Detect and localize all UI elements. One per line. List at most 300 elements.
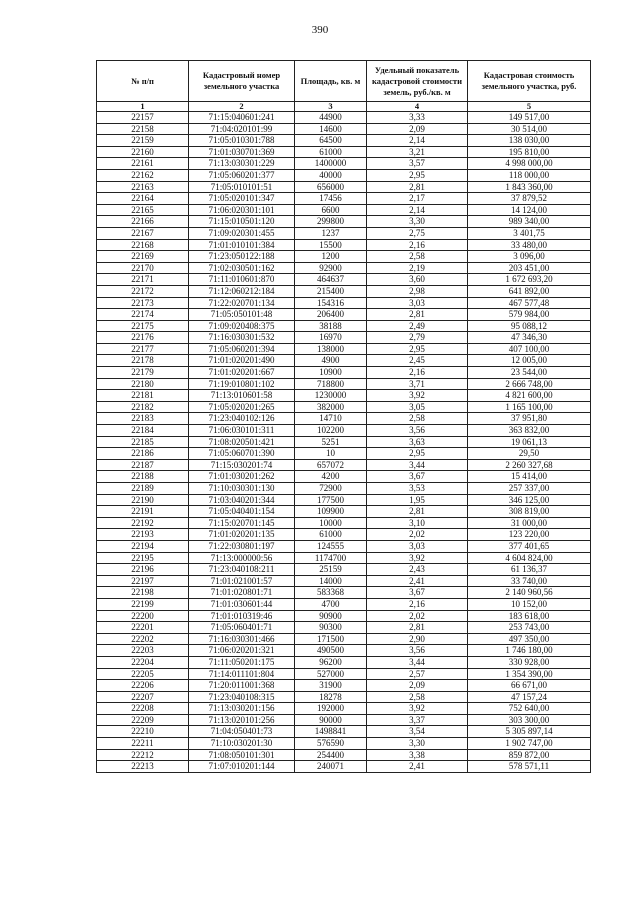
row-number-cell: 22197 bbox=[97, 575, 189, 587]
specific-value-cell: 2,19 bbox=[367, 262, 468, 274]
table-row bbox=[97, 343, 591, 355]
specific-value-cell: 3,10 bbox=[367, 517, 468, 529]
table-row bbox=[97, 297, 591, 309]
specific-value-cell: 3,67 bbox=[367, 587, 468, 599]
row-number-cell: 22172 bbox=[97, 285, 189, 297]
cadastral-value-cell: 12 005,00 bbox=[468, 355, 591, 367]
row-number-cell: 22207 bbox=[97, 691, 189, 703]
table-row bbox=[97, 483, 591, 495]
table-row bbox=[97, 262, 591, 274]
cadastral-number-cell: 71:01:020201:135 bbox=[189, 529, 295, 541]
cadastral-value-cell: 579 984,00 bbox=[468, 309, 591, 321]
area-cell: 4700 bbox=[295, 598, 367, 610]
cadastral-number-cell: 71:02:030501:162 bbox=[189, 262, 295, 274]
table-row bbox=[97, 135, 591, 147]
specific-value-cell: 3,56 bbox=[367, 425, 468, 437]
cadastral-number-cell: 71:09:020408:375 bbox=[189, 320, 295, 332]
cadastral-value-cell: 118 000,00 bbox=[468, 169, 591, 181]
area-cell: 6600 bbox=[295, 204, 367, 216]
area-cell: 382000 bbox=[295, 401, 367, 413]
area-cell: 1237 bbox=[295, 227, 367, 239]
row-number-cell: 22181 bbox=[97, 390, 189, 402]
cadastral-value-cell: 4 821 600,00 bbox=[468, 390, 591, 402]
table-row bbox=[97, 738, 591, 750]
row-number-cell: 22203 bbox=[97, 645, 189, 657]
cadastral-number-cell: 71:08:050101:301 bbox=[189, 749, 295, 761]
page-number: 390 bbox=[311, 24, 329, 36]
cadastral-value-cell: 407 100,00 bbox=[468, 343, 591, 355]
specific-value-cell: 3,67 bbox=[367, 471, 468, 483]
specific-value-cell: 3,44 bbox=[367, 459, 468, 471]
header-cadastral-value: Кадастровая стоимость земельного участка, руб. bbox=[468, 61, 591, 102]
specific-value-cell: 3,71 bbox=[367, 378, 468, 390]
area-cell: 657072 bbox=[295, 459, 367, 471]
cadastral-number-cell: 71:13:000000:56 bbox=[189, 552, 295, 564]
cadastral-number-cell: 71:05:020101:347 bbox=[189, 193, 295, 205]
table-row bbox=[97, 622, 591, 634]
area-cell: 5251 bbox=[295, 436, 367, 448]
area-cell: 18278 bbox=[295, 691, 367, 703]
row-number-cell: 22198 bbox=[97, 587, 189, 599]
cadastral-value-cell: 66 671,00 bbox=[468, 680, 591, 692]
row-number-cell: 22211 bbox=[97, 738, 189, 750]
cadastral-value-cell: 346 125,00 bbox=[468, 494, 591, 506]
table-row bbox=[97, 332, 591, 344]
area-cell: 299800 bbox=[295, 216, 367, 228]
area-cell: 90000 bbox=[295, 714, 367, 726]
cadastral-number-cell: 71:16:030301:466 bbox=[189, 633, 295, 645]
cadastral-value-cell: 33 740,00 bbox=[468, 575, 591, 587]
row-number-cell: 22160 bbox=[97, 146, 189, 158]
area-cell: 464637 bbox=[295, 274, 367, 286]
cadastral-number-cell: 71:13:020101:256 bbox=[189, 714, 295, 726]
cadastral-number-cell: 71:01:020201:490 bbox=[189, 355, 295, 367]
cadastral-value-cell: 2 140 960,56 bbox=[468, 587, 591, 599]
row-number-cell: 22196 bbox=[97, 564, 189, 576]
table-row bbox=[97, 239, 591, 251]
specific-value-cell: 2,41 bbox=[367, 575, 468, 587]
table-row bbox=[97, 517, 591, 529]
row-number-cell: 22199 bbox=[97, 598, 189, 610]
row-number-cell: 22193 bbox=[97, 529, 189, 541]
cadastral-value-cell: 467 577,48 bbox=[468, 297, 591, 309]
table-row bbox=[97, 575, 591, 587]
specific-value-cell: 3,56 bbox=[367, 645, 468, 657]
row-number-cell: 22209 bbox=[97, 714, 189, 726]
row-number-cell: 22208 bbox=[97, 703, 189, 715]
cadastral-value-cell: 203 451,00 bbox=[468, 262, 591, 274]
table-row bbox=[97, 216, 591, 228]
area-cell: 15500 bbox=[295, 239, 367, 251]
cadastral-value-cell: 4 998 000,00 bbox=[468, 158, 591, 170]
cadastral-value-cell: 330 928,00 bbox=[468, 656, 591, 668]
cadastral-number-cell: 71:04:020101:99 bbox=[189, 123, 295, 135]
cadastral-value-cell: 33 480,00 bbox=[468, 239, 591, 251]
cadastral-number-cell: 71:05:010301:788 bbox=[189, 135, 295, 147]
cadastral-number-cell: 71:11:010601:870 bbox=[189, 274, 295, 286]
row-number-cell: 22178 bbox=[97, 355, 189, 367]
cadastral-value-cell: 363 832,00 bbox=[468, 425, 591, 437]
specific-value-cell: 2,79 bbox=[367, 332, 468, 344]
table-row bbox=[97, 227, 591, 239]
area-cell: 109900 bbox=[295, 506, 367, 518]
specific-value-cell: 2,98 bbox=[367, 285, 468, 297]
cadastral-number-cell: 71:01:010101:384 bbox=[189, 239, 295, 251]
specific-value-cell: 3,60 bbox=[367, 274, 468, 286]
cadastral-number-cell: 71:01:010319:46 bbox=[189, 610, 295, 622]
row-number-cell: 22187 bbox=[97, 459, 189, 471]
specific-value-cell: 2,81 bbox=[367, 622, 468, 634]
cadastral-number-cell: 71:01:030201:262 bbox=[189, 471, 295, 483]
row-number-cell: 22192 bbox=[97, 517, 189, 529]
cadastral-value-cell: 578 571,11 bbox=[468, 761, 591, 773]
cadastral-number-cell: 71:13:010601:58 bbox=[189, 390, 295, 402]
cadastral-value-cell: 23 544,00 bbox=[468, 367, 591, 379]
specific-value-cell: 3,44 bbox=[367, 656, 468, 668]
area-cell: 90900 bbox=[295, 610, 367, 622]
row-number-cell: 22191 bbox=[97, 506, 189, 518]
row-number-cell: 22205 bbox=[97, 668, 189, 680]
table-row bbox=[97, 274, 591, 286]
cadastral-value-cell: 752 640,00 bbox=[468, 703, 591, 715]
area-cell: 177500 bbox=[295, 494, 367, 506]
row-number-cell: 22175 bbox=[97, 320, 189, 332]
area-cell: 14600 bbox=[295, 123, 367, 135]
area-cell: 10000 bbox=[295, 517, 367, 529]
cadastral-value-table bbox=[96, 60, 591, 773]
row-number-cell: 22163 bbox=[97, 181, 189, 193]
row-number-cell: 22165 bbox=[97, 204, 189, 216]
cadastral-number-cell: 71:01:030701:369 bbox=[189, 146, 295, 158]
table-row bbox=[97, 645, 591, 657]
table-row bbox=[97, 668, 591, 680]
cadastral-value-cell: 5 305 897,14 bbox=[468, 726, 591, 738]
area-cell: 527000 bbox=[295, 668, 367, 680]
cadastral-number-cell: 71:06:020201:321 bbox=[189, 645, 295, 657]
cadastral-value-cell: 31 000,00 bbox=[468, 517, 591, 529]
cadastral-value-cell: 989 340,00 bbox=[468, 216, 591, 228]
cadastral-value-cell: 47 346,30 bbox=[468, 332, 591, 344]
row-number-cell: 22170 bbox=[97, 262, 189, 274]
row-number-cell: 22157 bbox=[97, 112, 189, 124]
row-number-cell: 22161 bbox=[97, 158, 189, 170]
specific-value-cell: 2,95 bbox=[367, 343, 468, 355]
area-cell: 192000 bbox=[295, 703, 367, 715]
table-row bbox=[97, 193, 591, 205]
cadastral-value-cell: 183 618,00 bbox=[468, 610, 591, 622]
table-row bbox=[97, 714, 591, 726]
row-number-cell: 22183 bbox=[97, 413, 189, 425]
cadastral-value-cell: 3 096,00 bbox=[468, 251, 591, 263]
cadastral-number-cell: 71:13:030201:156 bbox=[189, 703, 295, 715]
cadastral-value-cell: 303 300,00 bbox=[468, 714, 591, 726]
area-cell: 44900 bbox=[295, 112, 367, 124]
cadastral-value-cell: 37 951,80 bbox=[468, 413, 591, 425]
specific-value-cell: 3,30 bbox=[367, 216, 468, 228]
cadastral-number-cell: 71:23:040102:126 bbox=[189, 413, 295, 425]
cadastral-value-cell: 61 136,37 bbox=[468, 564, 591, 576]
specific-value-cell: 2,58 bbox=[367, 251, 468, 263]
table-row bbox=[97, 610, 591, 622]
row-number-cell: 22184 bbox=[97, 425, 189, 437]
row-number-cell: 22201 bbox=[97, 622, 189, 634]
specific-value-cell: 3,05 bbox=[367, 401, 468, 413]
table-row bbox=[97, 285, 591, 297]
row-number-cell: 22177 bbox=[97, 343, 189, 355]
row-number-cell: 22212 bbox=[97, 749, 189, 761]
row-number-cell: 22190 bbox=[97, 494, 189, 506]
header-number: № п/п bbox=[97, 61, 189, 102]
table-row bbox=[97, 158, 591, 170]
table-row bbox=[97, 378, 591, 390]
cadastral-value-cell: 37 879,52 bbox=[468, 193, 591, 205]
area-cell: 154316 bbox=[295, 297, 367, 309]
cadastral-number-cell: 71:05:060201:394 bbox=[189, 343, 295, 355]
area-cell: 1230000 bbox=[295, 390, 367, 402]
row-number-cell: 22213 bbox=[97, 761, 189, 773]
table-row bbox=[97, 680, 591, 692]
specific-value-cell: 2,16 bbox=[367, 598, 468, 610]
cadastral-number-cell: 71:15:030201:74 bbox=[189, 459, 295, 471]
cadastral-number-cell: 71:05:020201:265 bbox=[189, 401, 295, 413]
cadastral-value-cell: 3 401,75 bbox=[468, 227, 591, 239]
table-row bbox=[97, 425, 591, 437]
cadastral-value-cell: 30 514,00 bbox=[468, 123, 591, 135]
cadastral-number-cell: 71:10:030301:130 bbox=[189, 483, 295, 495]
row-number-cell: 22164 bbox=[97, 193, 189, 205]
area-cell: 1498841 bbox=[295, 726, 367, 738]
area-cell: 25159 bbox=[295, 564, 367, 576]
area-cell: 14000 bbox=[295, 575, 367, 587]
specific-value-cell: 2,95 bbox=[367, 169, 468, 181]
cadastral-number-cell: 71:15:010501:120 bbox=[189, 216, 295, 228]
specific-value-cell: 3,63 bbox=[367, 436, 468, 448]
table-row bbox=[97, 494, 591, 506]
specific-value-cell: 2,81 bbox=[367, 506, 468, 518]
table-row bbox=[97, 656, 591, 668]
area-cell: 38188 bbox=[295, 320, 367, 332]
cadastral-number-cell: 71:15:020701:145 bbox=[189, 517, 295, 529]
table-row bbox=[97, 413, 591, 425]
area-cell: 1174700 bbox=[295, 552, 367, 564]
cadastral-number-cell: 71:01:020201:667 bbox=[189, 367, 295, 379]
specific-value-cell: 3,92 bbox=[367, 552, 468, 564]
cadastral-value-cell: 138 030,00 bbox=[468, 135, 591, 147]
cadastral-value-cell: 15 414,00 bbox=[468, 471, 591, 483]
table-row bbox=[97, 367, 591, 379]
cadastral-value-cell: 10 152,00 bbox=[468, 598, 591, 610]
area-cell: 4200 bbox=[295, 471, 367, 483]
specific-value-cell: 2,14 bbox=[367, 135, 468, 147]
cadastral-value-cell: 19 061,13 bbox=[468, 436, 591, 448]
specific-value-cell: 2,41 bbox=[367, 761, 468, 773]
cadastral-number-cell: 71:01:020801:71 bbox=[189, 587, 295, 599]
column-number: 2 bbox=[189, 102, 295, 112]
row-number-cell: 22159 bbox=[97, 135, 189, 147]
table-row bbox=[97, 401, 591, 413]
table-row bbox=[97, 471, 591, 483]
cadastral-value-cell: 14 124,00 bbox=[468, 204, 591, 216]
row-number-cell: 22186 bbox=[97, 448, 189, 460]
table-row bbox=[97, 390, 591, 402]
row-number-cell: 22162 bbox=[97, 169, 189, 181]
table-row bbox=[97, 506, 591, 518]
cadastral-value-cell: 308 819,00 bbox=[468, 506, 591, 518]
row-number-cell: 22166 bbox=[97, 216, 189, 228]
area-cell: 40000 bbox=[295, 169, 367, 181]
cadastral-number-cell: 71:12:060212:184 bbox=[189, 285, 295, 297]
specific-value-cell: 2,90 bbox=[367, 633, 468, 645]
table-row bbox=[97, 691, 591, 703]
cadastral-number-cell: 71:22:030801:197 bbox=[189, 540, 295, 552]
cadastral-number-cell: 71:11:050201:175 bbox=[189, 656, 295, 668]
area-cell: 1400000 bbox=[295, 158, 367, 170]
specific-value-cell: 3,57 bbox=[367, 158, 468, 170]
area-cell: 4900 bbox=[295, 355, 367, 367]
cadastral-value-cell: 497 350,00 bbox=[468, 633, 591, 645]
area-cell: 10 bbox=[295, 448, 367, 460]
table-row bbox=[97, 703, 591, 715]
area-cell: 576590 bbox=[295, 738, 367, 750]
cadastral-value-cell: 253 743,00 bbox=[468, 622, 591, 634]
specific-value-cell: 2,58 bbox=[367, 691, 468, 703]
area-cell: 171500 bbox=[295, 633, 367, 645]
cadastral-value-cell: 29,50 bbox=[468, 448, 591, 460]
row-number-cell: 22174 bbox=[97, 309, 189, 321]
area-cell: 61000 bbox=[295, 146, 367, 158]
header-specific-value: Удельный показатель кадастровой стоимости земель, руб./кв. м bbox=[367, 61, 468, 102]
table-row bbox=[97, 448, 591, 460]
area-cell: 490500 bbox=[295, 645, 367, 657]
cadastral-number-cell: 71:01:030601:44 bbox=[189, 598, 295, 610]
table-row bbox=[97, 112, 591, 124]
column-number: 1 bbox=[97, 102, 189, 112]
specific-value-cell: 2,95 bbox=[367, 448, 468, 460]
area-cell: 718800 bbox=[295, 378, 367, 390]
table-row bbox=[97, 181, 591, 193]
specific-value-cell: 3,03 bbox=[367, 540, 468, 552]
specific-value-cell: 3,38 bbox=[367, 749, 468, 761]
specific-value-cell: 2,45 bbox=[367, 355, 468, 367]
specific-value-cell: 3,37 bbox=[367, 714, 468, 726]
area-cell: 240071 bbox=[295, 761, 367, 773]
cadastral-number-cell: 71:03:040201:344 bbox=[189, 494, 295, 506]
table-row bbox=[97, 320, 591, 332]
area-cell: 92900 bbox=[295, 262, 367, 274]
table-row bbox=[97, 749, 591, 761]
table-row bbox=[97, 761, 591, 773]
area-cell: 656000 bbox=[295, 181, 367, 193]
cadastral-value-cell: 149 517,00 bbox=[468, 112, 591, 124]
cadastral-number-cell: 71:05:060401:71 bbox=[189, 622, 295, 634]
table-row bbox=[97, 540, 591, 552]
cadastral-number-cell: 71:23:050122:188 bbox=[189, 251, 295, 263]
row-number-cell: 22180 bbox=[97, 378, 189, 390]
area-cell: 254400 bbox=[295, 749, 367, 761]
specific-value-cell: 2,57 bbox=[367, 668, 468, 680]
area-cell: 64500 bbox=[295, 135, 367, 147]
cadastral-number-cell: 71:14:011101:804 bbox=[189, 668, 295, 680]
row-number-cell: 22210 bbox=[97, 726, 189, 738]
cadastral-number-cell: 71:04:050401:73 bbox=[189, 726, 295, 738]
row-number-cell: 22206 bbox=[97, 680, 189, 692]
specific-value-cell: 3,21 bbox=[367, 146, 468, 158]
table-row bbox=[97, 204, 591, 216]
area-cell: 90300 bbox=[295, 622, 367, 634]
specific-value-cell: 2,75 bbox=[367, 227, 468, 239]
area-cell: 215400 bbox=[295, 285, 367, 297]
cadastral-number-cell: 71:15:040601:241 bbox=[189, 112, 295, 124]
cadastral-value-cell: 1 672 693,20 bbox=[468, 274, 591, 286]
specific-value-cell: 2,14 bbox=[367, 204, 468, 216]
cadastral-value-cell: 1 843 360,00 bbox=[468, 181, 591, 193]
cadastral-value-cell: 1 902 747,00 bbox=[468, 738, 591, 750]
row-number-cell: 22182 bbox=[97, 401, 189, 413]
cadastral-number-cell: 71:23:040108:211 bbox=[189, 564, 295, 576]
table-row bbox=[97, 169, 591, 181]
specific-value-cell: 2,02 bbox=[367, 610, 468, 622]
specific-value-cell: 1,95 bbox=[367, 494, 468, 506]
row-number-cell: 22194 bbox=[97, 540, 189, 552]
column-number: 3 bbox=[295, 102, 367, 112]
cadastral-value-cell: 641 892,00 bbox=[468, 285, 591, 297]
row-number-cell: 22169 bbox=[97, 251, 189, 263]
area-cell: 96200 bbox=[295, 656, 367, 668]
specific-value-cell: 3,33 bbox=[367, 112, 468, 124]
row-number-cell: 22168 bbox=[97, 239, 189, 251]
cadastral-value-cell: 123 220,00 bbox=[468, 529, 591, 541]
area-cell: 31900 bbox=[295, 680, 367, 692]
cadastral-value-cell: 257 337,00 bbox=[468, 483, 591, 495]
table-row bbox=[97, 552, 591, 564]
table-row bbox=[97, 123, 591, 135]
specific-value-cell: 2,81 bbox=[367, 181, 468, 193]
cadastral-number-cell: 71:05:040401:154 bbox=[189, 506, 295, 518]
specific-value-cell: 3,92 bbox=[367, 703, 468, 715]
table-row bbox=[97, 529, 591, 541]
row-number-cell: 22202 bbox=[97, 633, 189, 645]
table-row bbox=[97, 146, 591, 158]
row-number-cell: 22176 bbox=[97, 332, 189, 344]
specific-value-cell: 3,53 bbox=[367, 483, 468, 495]
cadastral-number-cell: 71:05:060201:377 bbox=[189, 169, 295, 181]
table-row bbox=[97, 459, 591, 471]
specific-value-cell: 2,09 bbox=[367, 123, 468, 135]
area-cell: 206400 bbox=[295, 309, 367, 321]
row-number-cell: 22158 bbox=[97, 123, 189, 135]
cadastral-number-cell: 71:06:030101:311 bbox=[189, 425, 295, 437]
row-number-cell: 22167 bbox=[97, 227, 189, 239]
cadastral-number-cell: 71:05:060701:390 bbox=[189, 448, 295, 460]
specific-value-cell: 2,02 bbox=[367, 529, 468, 541]
cadastral-value-cell: 1 354 390,00 bbox=[468, 668, 591, 680]
cadastral-value-cell: 859 872,00 bbox=[468, 749, 591, 761]
table-row bbox=[97, 355, 591, 367]
row-number-cell: 22179 bbox=[97, 367, 189, 379]
cadastral-number-cell: 71:10:030201:30 bbox=[189, 738, 295, 750]
table-header-row bbox=[97, 61, 591, 102]
header-area: Площадь, кв. м bbox=[295, 61, 367, 102]
table-row bbox=[97, 436, 591, 448]
specific-value-cell: 3,92 bbox=[367, 390, 468, 402]
specific-value-cell: 3,54 bbox=[367, 726, 468, 738]
cadastral-value-cell: 1 746 180,00 bbox=[468, 645, 591, 657]
area-cell: 124555 bbox=[295, 540, 367, 552]
area-cell: 61000 bbox=[295, 529, 367, 541]
table-row bbox=[97, 633, 591, 645]
specific-value-cell: 2,49 bbox=[367, 320, 468, 332]
cadastral-number-cell: 71:05:010101:51 bbox=[189, 181, 295, 193]
